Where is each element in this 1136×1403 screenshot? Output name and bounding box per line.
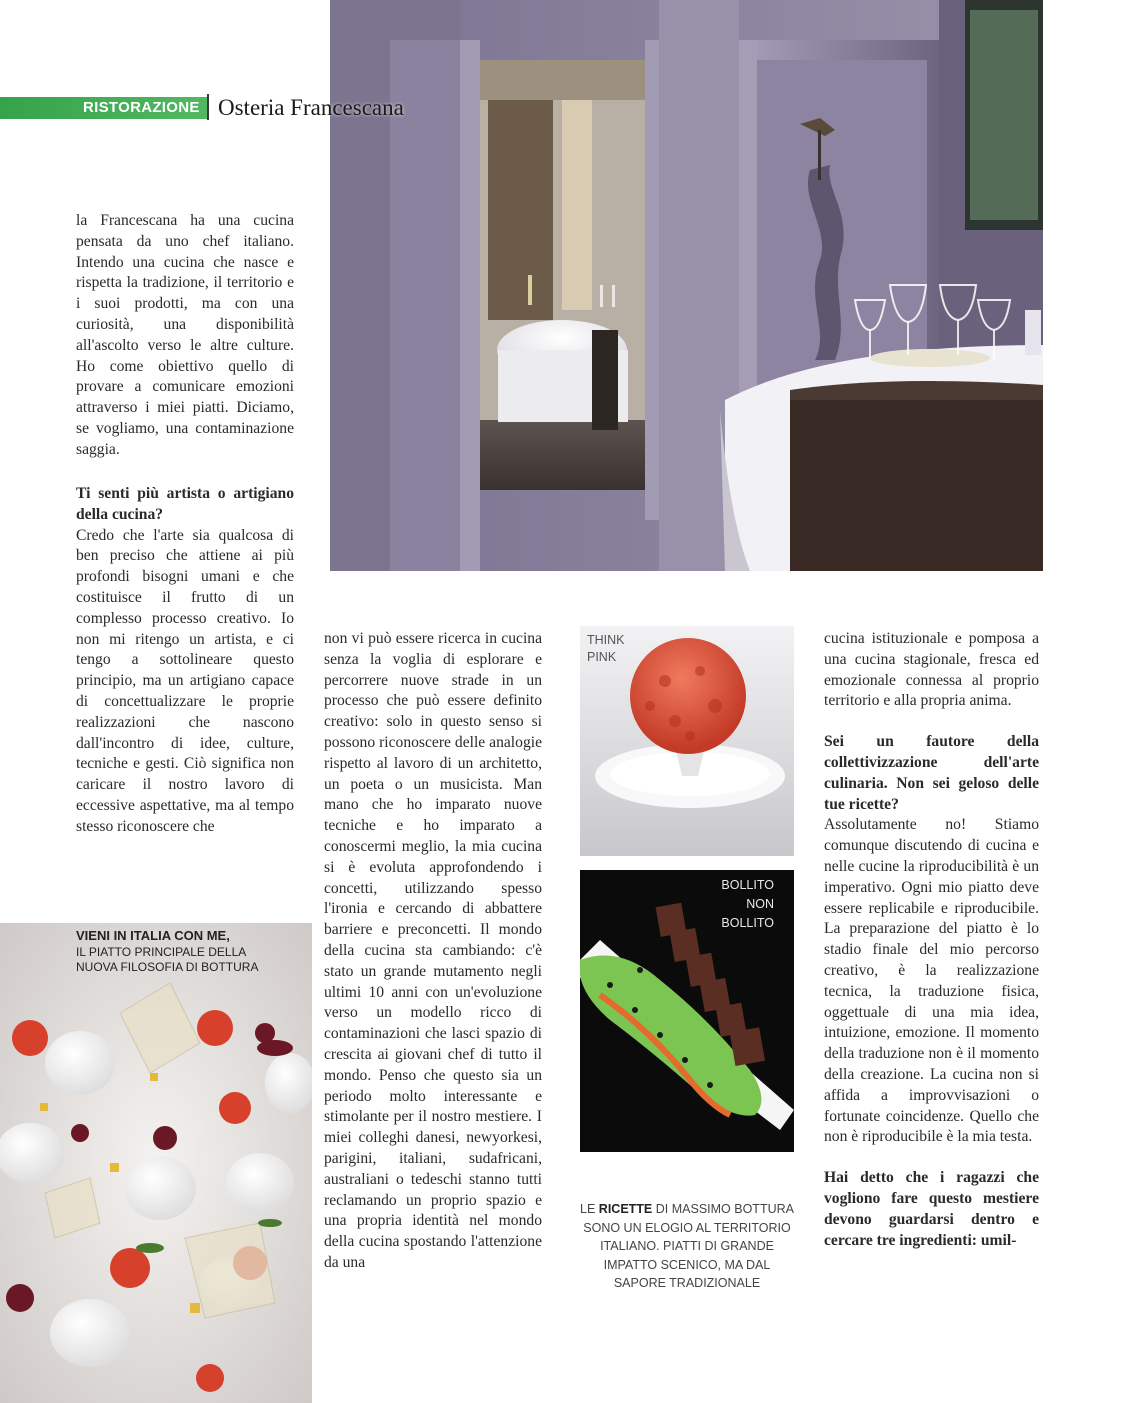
vieni-in-italia-caption <box>76 928 306 976</box>
caption-line: BOLLITO <box>721 878 774 892</box>
caption-text: DI MASSIMO BOTTURA SONO UN ELOGIO AL TERRITORIO ITALIANO. PIATTI DI GRANDE IMPATTO SCENICO, MA DAL SAPORE TRADIZIONALE <box>583 1202 794 1290</box>
interview-question: Sei un fautore della collettivizzazione dell'arte culinaria. Non sei geloso delle tue ricette? <box>824 733 1039 813</box>
article-intro <box>76 211 294 461</box>
bollito-caption <box>580 876 784 933</box>
caption-highlight: RICETTE <box>598 1202 653 1216</box>
caption-line: NON <box>746 897 774 911</box>
article-column-4 <box>824 629 1039 1251</box>
caption-title: VIENI IN ITALIA CON ME, <box>76 928 230 943</box>
body-paragraph: cucina istituzionale e pomposa a una cucina stagionale, fresca ed emozionale connessa al proprio territorio e alla propria anima. <box>824 630 1039 710</box>
caption-text: LE <box>580 1202 596 1216</box>
interview-question: Hai detto che i ragazzi che vogliono fare questo mestiere devono guardarsi dentro e cercare tre ingredienti: umil- <box>824 1169 1039 1249</box>
caption-line: IL PIATTO PRINCIPALE DELLA <box>76 944 247 959</box>
vieni-in-italia-dish-photo <box>0 923 312 1403</box>
interview-answer: Assolutamente no! Stiamo comunque discutendo di cucina e nelle cucine la riproducibilità è un imperativo. Ogni mio piatto deve essere replicabile e riproducibile. La preparazione del piatto è lo stadio finale del mio percorso creativo, è la realizzazione tecnica, la traduzione fisica, oggettuale di una mia idea, intuizione, emozione. Il momento della traduzione non è il momento della creazione. La cucina non si affida a improvvisazioni o fortunate coincidenze. Quello che non è riproducibile è la mia testa. <box>824 816 1039 1146</box>
page-title: Osteria Francescana <box>218 95 404 120</box>
recipes-caption <box>580 1200 794 1293</box>
interview-answer: Credo che l'arte sia qualcosa di ben preciso che attiene ai più profondi bisogni umani e che costituisce il frutto di un complesso processo creativo. Io non mi ritengo un artista, e ci tengo a sottolineare questo principio, ma un artigiano capace di concettualizzare le proprie realizzazioni che nascono dall'incontro di idee, culture, tecniche e gesti. Ciò significa non caricare il nostro lavoro di eccessive aspettative, ma al tempo stesso riconoscere che <box>76 526 294 835</box>
interview-question: Ti senti più artista o artigiano della cucina? <box>76 485 294 523</box>
intro-paragraph: la Francescana ha una cucina pensata da uno chef italiano. Intendo una cucina che nasce e rispetta la tradizione, il territorio e i suoi prodotti, ma con una curiosità, una disponibilità all'ascolto verso le altre culture. Ho come obiettivo quello di provare a comunicare emozioni attraverso i miei piatti. Diciamo, se vogliamo, una contaminazione saggia. <box>76 212 294 458</box>
restaurant-room-photo <box>330 0 1043 571</box>
article-column-1 <box>76 484 294 838</box>
caption-line: BOLLITO <box>721 916 774 930</box>
article-column-2 <box>324 629 542 1274</box>
caption-line: NUOVA FILOSOFIA DI BOTTURA <box>76 960 259 974</box>
think-pink-caption <box>587 632 625 666</box>
section-label: RISTORAZIONE <box>83 99 200 116</box>
caption-line: THINK <box>587 633 625 647</box>
body-paragraph: non vi può essere ricerca in cucina senza la voglia di esplorare e percorrere nuove strade in un processo che può essere definito creativo: solo in questo senso si possono riconoscere delle analogie rispetto al lavoro di un architetto, un poeta o un musicista. Man mano che ho imparato nuove tecniche e ho imparato a conoscermi meglio, la mia cucina si è evoluta approfondendo i concetti, utilizzando spesso l'ironia e cercando di abbattere barriere e preconcetti. Il mondo della cucina sta cambiando: c'è stato un grande mutamento negli ultimi 10 anni con un'evoluzione verso un modello ricco di contaminazioni che lasci spazio di crescita ai giovani chef di tutto il mondo. Penso che questo sia un periodo molto interessante e stimolante per il nostro mestiere. I miei colleghi danesi, newyorkesi, parigini, italiani, sudafricani, australiani o tedeschi stanno tutti reclamando un proprio spazio e una propria identità nel mondo della cucina spostando l'attenzione da una <box>324 630 542 1271</box>
section-divider <box>207 94 213 120</box>
caption-line: PINK <box>587 650 617 664</box>
